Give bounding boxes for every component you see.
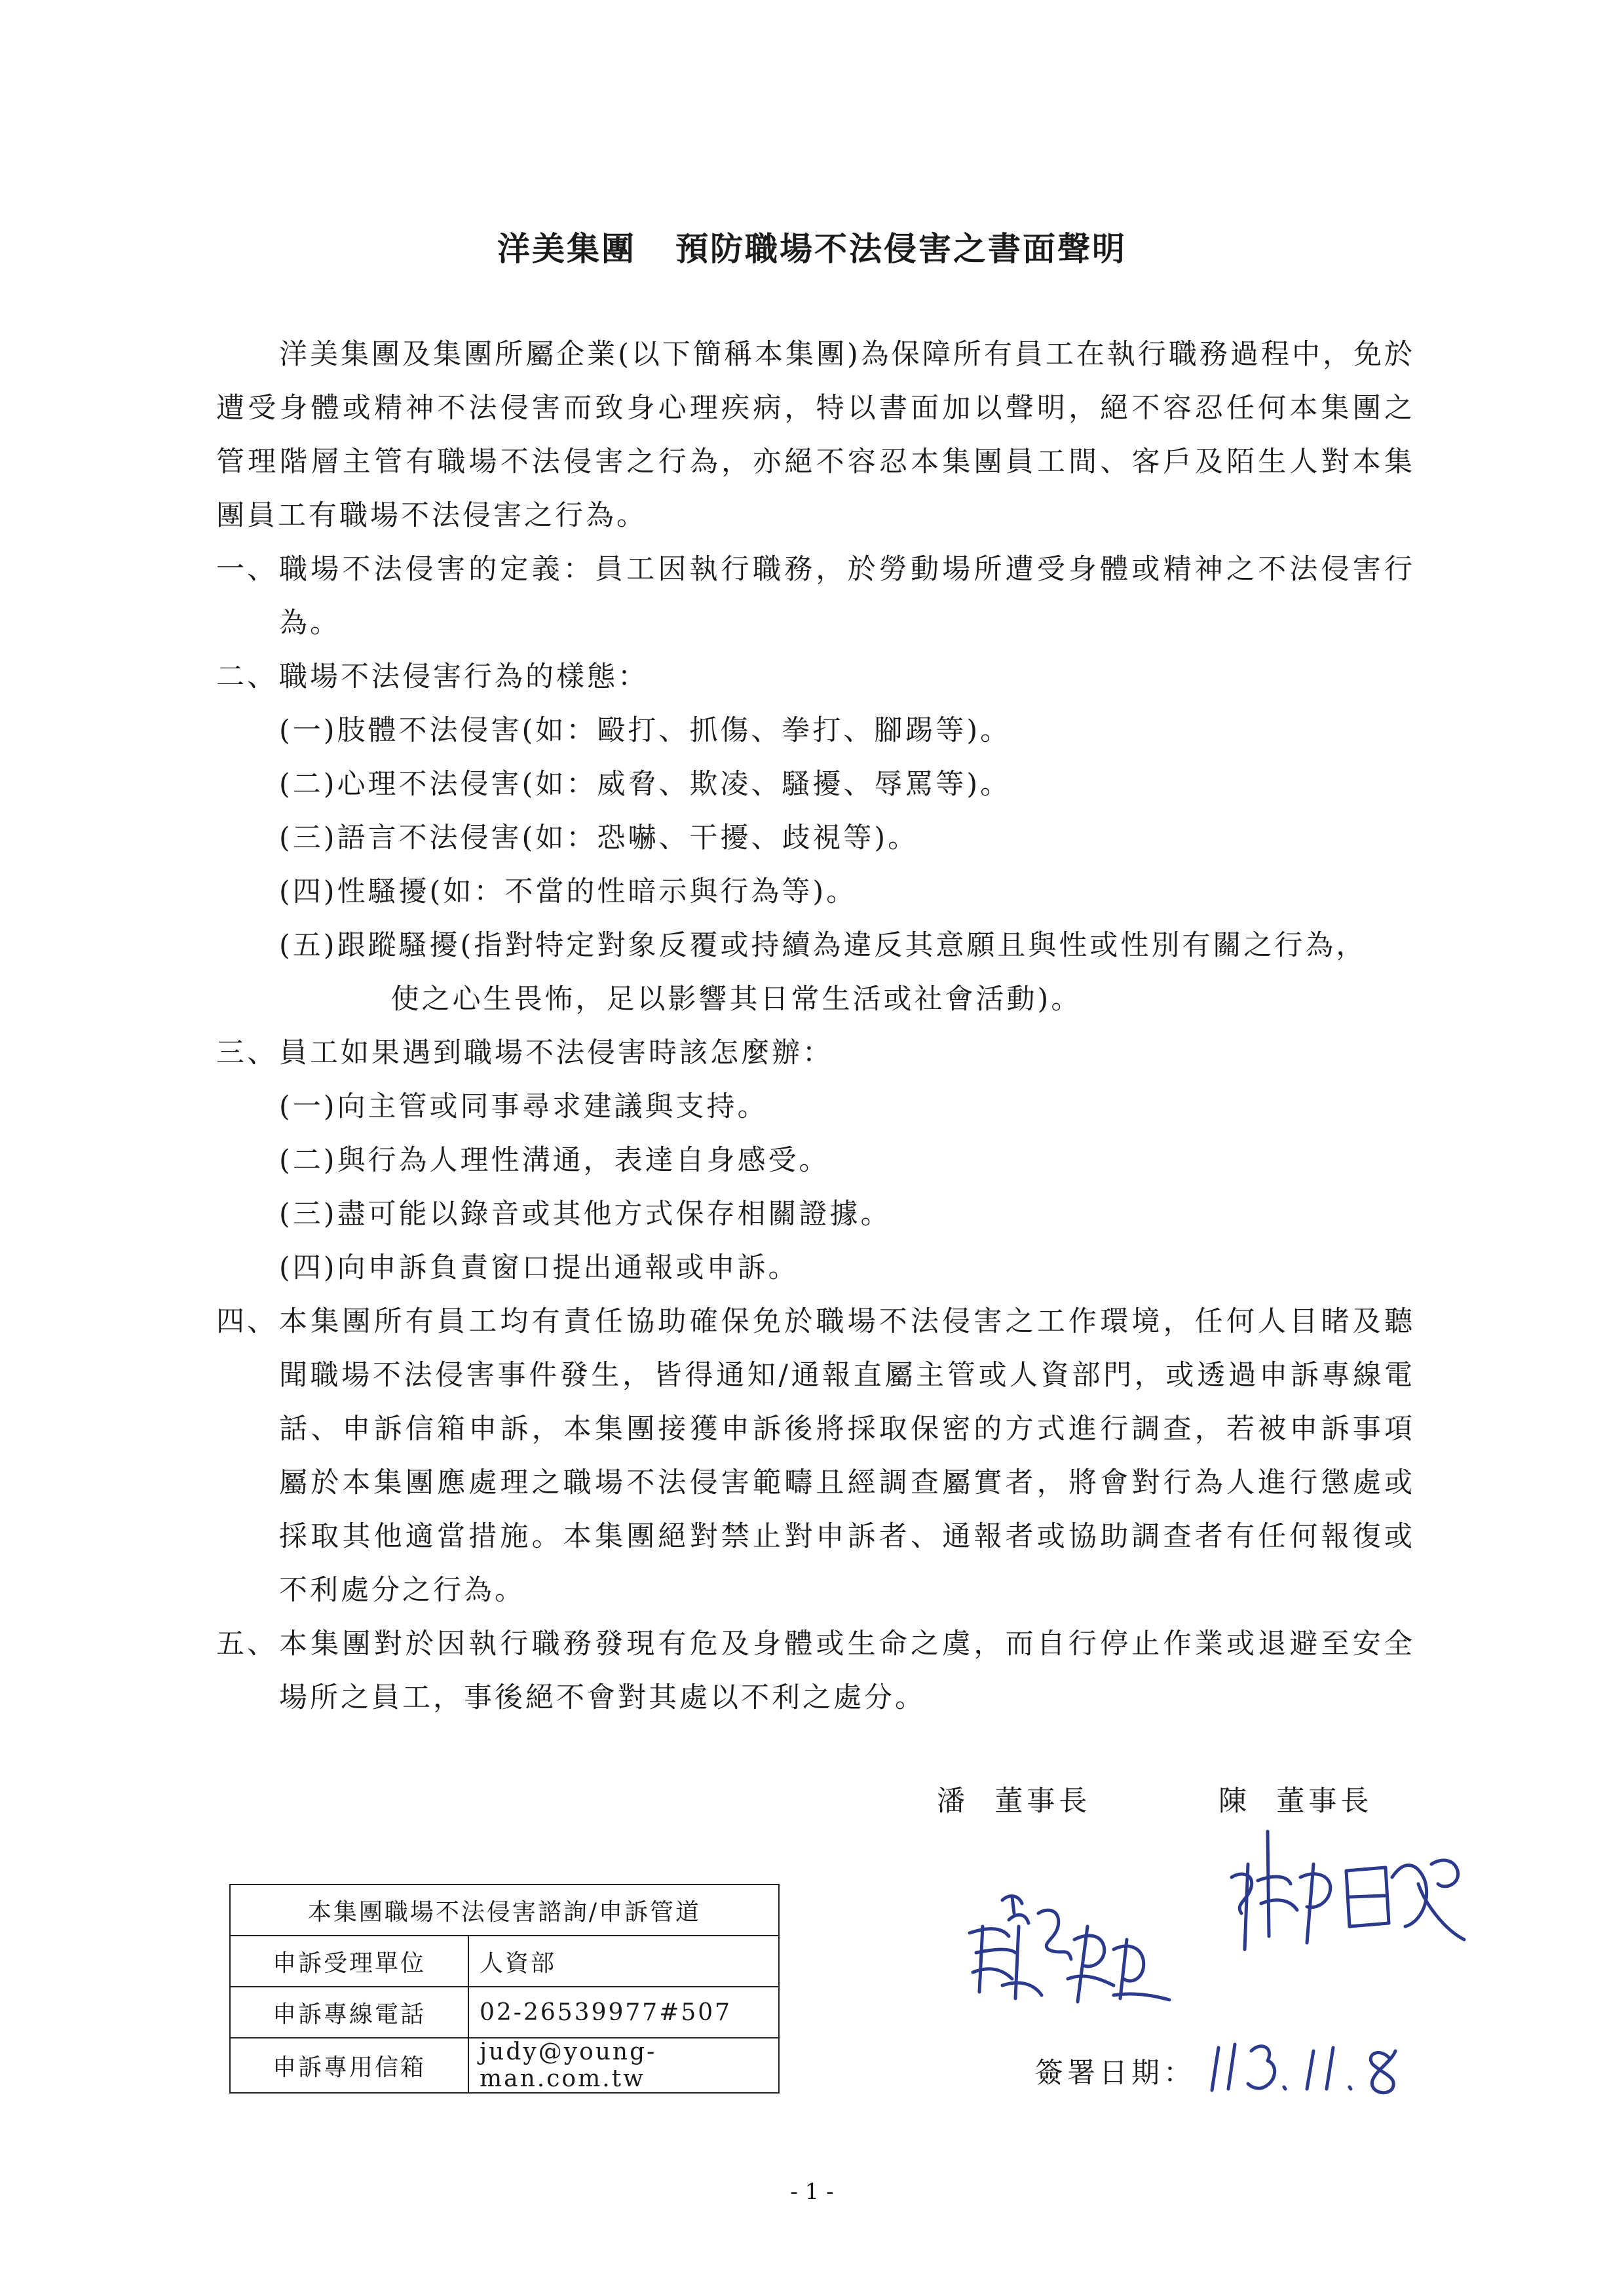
section-5 [216,1617,1415,1725]
page-number: - 1 - [790,2179,834,2205]
section-text: 職場不法侵害的定義：員工因執行職務，於勞動場所遭受身體或精神之不法侵害行為。 [279,553,1415,640]
table-row [230,1987,779,2038]
statement-body [216,328,1415,1725]
title-company: 洋美集團 [497,229,636,268]
signer-surname: 潘 [937,1785,969,1818]
list-item [216,811,1415,865]
list-item-line-1: 跟蹤騷擾(指對特定對象反覆或持續為違反其意願且與性或性別有關之行為， [337,929,1367,962]
row-label: 申訴專用信箱 [230,2038,468,2093]
intro-paragraph: 洋美集團及集團所屬企業(以下簡稱本集團)為保障所有員工在執行職務過程中，免於遭受身體或精神不法侵害而致身心理疾病，特以書面加以聲明，絕不容忍任何本集團之管理階層主管有職場不法侵害之行為，亦絕不容忍本集團員工間、客戶及陌生人對本集團員工有職場不法侵害之行為。 [216,338,1415,532]
list-item-text: 與行為人理性溝通，表達自身感受。 [337,1144,830,1177]
list-item-text: 向申訴負責窗口提出通報或申訴。 [337,1252,799,1284]
signer-title: 董事長 [1276,1785,1373,1818]
section-text: 職場不法侵害行為的樣態： [279,660,649,693]
section-3 [216,1026,1415,1080]
section-number: 一、 [216,553,278,586]
signer-title: 董事長 [994,1785,1091,1818]
page-title [0,223,1624,270]
list-item-number: (四) [279,875,337,908]
section-text: 員工如果遇到職場不法侵害時該怎麼辦： [279,1037,833,1069]
signer-surname: 陳 [1218,1785,1251,1818]
list-item-line-2: 使之心生畏怖，足以影響其日常生活或社會活動)。 [390,983,1082,1016]
row-value: judy@young-man.com.tw [468,2038,779,2093]
title-subject: 預防職場不法侵害之書面聲明 [675,229,1127,268]
list-item-text [337,919,1415,1026]
sign-date-label: 簽署日期： [1035,2057,1196,2090]
row-value: 02-26539977#507 [468,1987,779,2038]
section-1 [216,543,1415,650]
list-item-number: (三) [279,822,337,854]
list-item-number: (五) [279,929,337,962]
signer-pan [937,1779,1091,1819]
section-number: 四、 [216,1305,278,1338]
list-item [216,865,1415,919]
section-number: 五、 [216,1628,278,1660]
list-item [216,1134,1415,1187]
complaint-channel-table [229,1884,780,2094]
list-item [216,704,1415,757]
section-2 [216,650,1415,704]
list-item-number: (二) [279,1144,337,1177]
list-item-number: (二) [279,768,337,801]
list-item-text: 心理不法侵害(如：威脅、欺凌、騷擾、辱罵等)。 [337,768,1011,801]
list-item [216,919,1415,1026]
row-label: 申訴受理單位 [230,1936,468,1987]
signer-chen [1218,1779,1372,1819]
sign-date [1035,2051,1196,2091]
list-item [216,757,1415,811]
section-text: 本集團對於因執行職務發現有危及身體或生命之虞，而自行停止作業或退避至安全場所之員工，事後絕不會對其處以不利之處分。 [279,1628,1415,1714]
list-item-text: 語言不法侵害(如：恐嚇、干擾、歧視等)。 [337,822,919,854]
list-item [216,1241,1415,1295]
table-row [230,1936,779,1987]
table-row [230,2038,779,2093]
section-text: 本集團所有員工均有責任協助確保免於職場不法侵害之工作環境，任何人目睹及聽聞職場不法侵害事件發生，皆得通知/通報直屬主管或人資部門，或透過申訴專線電話、申訴信箱申訴，本集團接獲申訴後將採取保密的方式進行調查，若被申訴事項屬於本集團應處理之職場不法侵害範疇且經調查屬實者，將會對行為人進行懲處或採取其他適當措施。本集團絕對禁止對申訴者、通報者或協助調查者有任何報復或不利處分之行為。 [279,1305,1415,1607]
list-item-number: (一) [279,1090,337,1123]
list-item-text: 性騷擾(如：不當的性暗示與行為等)。 [337,875,858,908]
table-header: 本集團職場不法侵害諮詢/申訴管道 [230,1885,779,1936]
list-item-number: (四) [279,1252,337,1284]
handwritten-sign-date [1205,2031,1422,2097]
section-number: 二、 [216,660,278,693]
list-item-text: 盡可能以錄音或其他方式保存相關證據。 [337,1198,892,1231]
section-number: 三、 [216,1037,278,1069]
row-value: 人資部 [468,1936,779,1987]
section-4 [216,1295,1415,1617]
list-item-text: 肢體不法侵害(如：毆打、抓傷、拳打、腳踢等)。 [337,714,1011,747]
handwritten-signature-chen [1222,1818,1477,1969]
row-label: 申訴專線電話 [230,1987,468,2038]
list-item-number: (一) [279,714,337,747]
list-item [216,1187,1415,1241]
list-item-number: (三) [279,1198,337,1231]
handwritten-signature-pan [963,1887,1179,2012]
list-item-text: 向主管或同事尋求建議與支持。 [337,1090,768,1123]
list-item [216,1080,1415,1134]
